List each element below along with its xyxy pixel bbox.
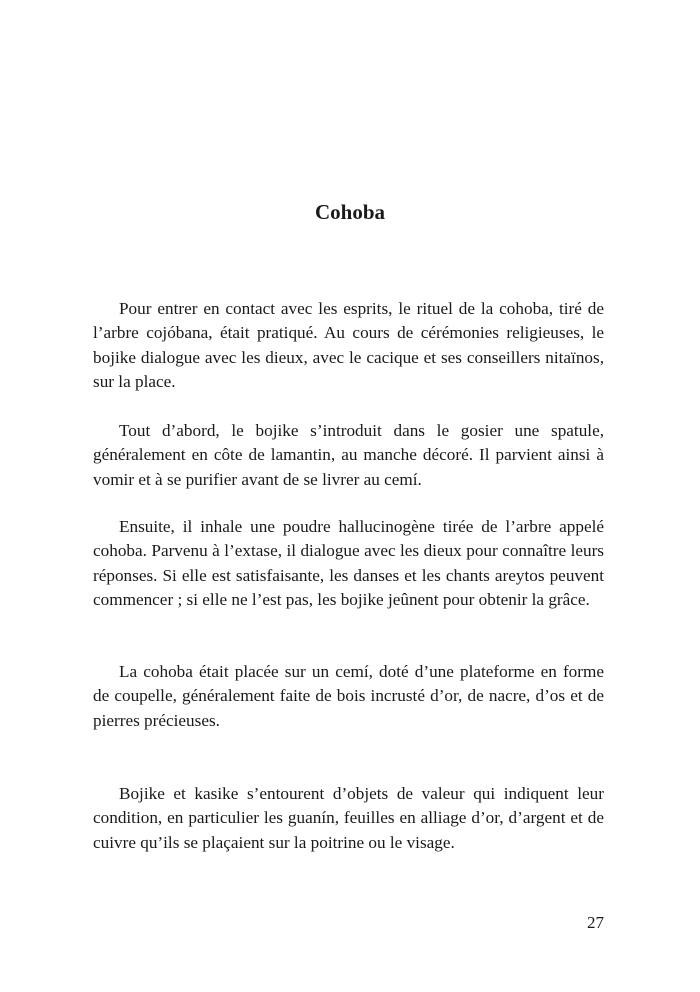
paragraph-4: La cohoba était placée sur un cemí, doté d’une plateforme en forme de coupelle, généralement faite de bois incrusté d’or, de nacre, d’os et de pierres précieuses. (93, 662, 604, 730)
page-title: Cohoba (314, 200, 386, 224)
paragraph-2: Tout d’abord, le bojike s’introduit dans le gosier une spatule, généralement en côte de lamantin, au manche décoré. Il parvient ainsi à vomir et à se purifier avant de se livrer au cemí. (93, 421, 604, 489)
page-number: 27 (587, 913, 604, 932)
paragraph-3: Ensuite, il inhale une poudre hallucinogène tirée de l’arbre appelé cohoba. Parvenu à l’extase, il dialogue avec les dieux pour connaître leurs réponses. Si elle est satisfaisante, les danses et les chants areytos peuvent commencer ; si elle ne l’est pas, les bojike jeûnent pour obtenir la grâce. (93, 517, 604, 609)
paragraph-5: Bojike et kasike s’entourent d’objets de valeur qui indiquent leur condition, en particulier les guanín, feuilles en alliage d’or, d’argent et de cuivre qu’ils se plaçaient sur la poitrine ou le visage. (93, 784, 604, 852)
paragraph-1: Pour entrer en contact avec les esprits, le rituel de la cohoba, tiré de l’arbre cojóbana, était pratiqué. Au cours de cérémonies religieuses, le bojike dialogue avec les dieux, avec le cacique et ses conseillers nitaïnos, sur la place. (93, 299, 604, 391)
